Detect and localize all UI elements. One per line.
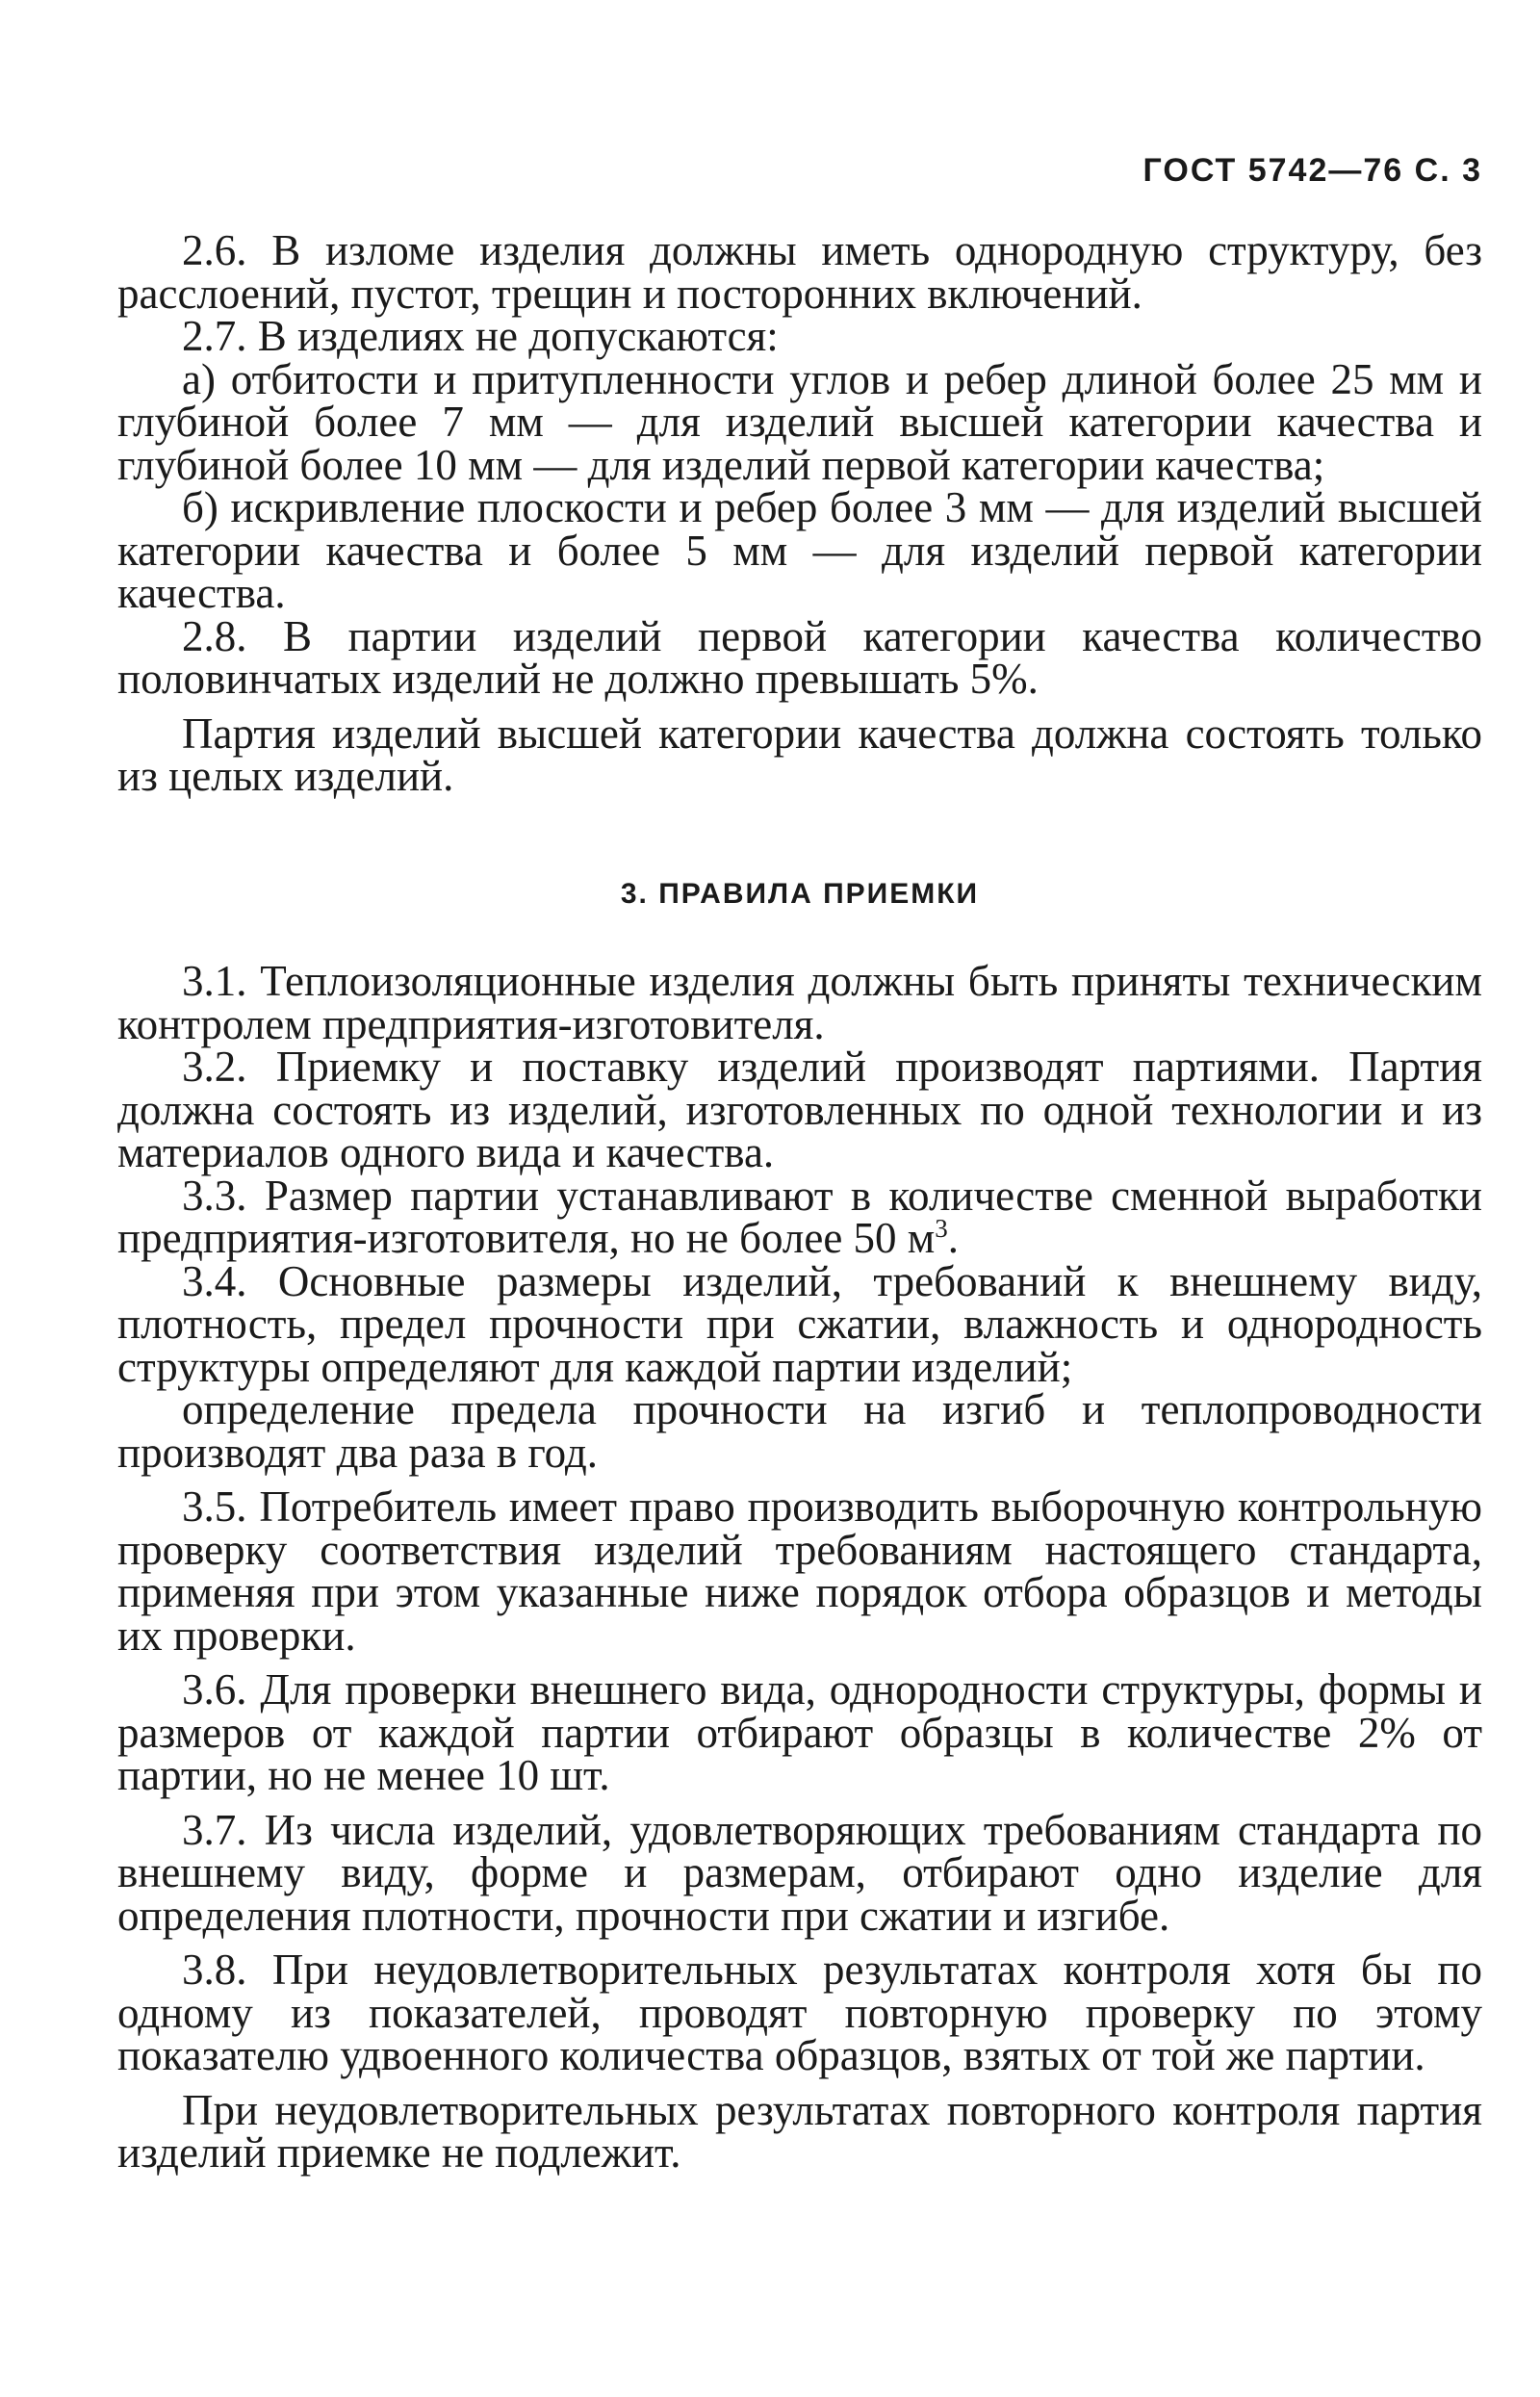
clause-3-3-superscript: 3 <box>935 1214 948 1243</box>
section-heading: 3. ПРАВИЛА ПРИЕМКИ <box>620 877 980 910</box>
clause-3-8-continuation: При неудовлетворительных результатах повторного контроля партия изделий приемке не подлежит. <box>117 2085 1482 2177</box>
clause-3-3-end: . <box>947 1214 960 1262</box>
clause-2-7-a: а) отбитости и притупленности углов и ребер длиной более 25 мм и глубиной более 7 мм — для изделий высшей категории качества и глубиной более 10 мм — для изделий первой категории качества; <box>117 354 1482 489</box>
clause-2-6: 2.6. В изломе изделия должны иметь однородную структуру, без расслоений, пустот, трещин и посторонних включений. <box>117 226 1482 318</box>
clause-2-8: 2.8. В партии изделий первой категории качества количество половинчатых изделий не должно превышать 5%. <box>117 611 1482 703</box>
clause-3-3 <box>117 1171 1482 1262</box>
clause-3-8: 3.8. При неудовлетворительных результатах контроля хотя бы по одному из показателей, проводят повторную проверку по этому показателю удвоенного количества образцов, взятых от той же партии. <box>117 1946 1482 2079</box>
clause-2-7-b: б) искривление плоскости и ребер более 3 мм — для изделий высшей категории качества и более 5 мм — для изделий первой категории качества. <box>117 483 1482 617</box>
clause-3-7: 3.7. Из числа изделий, удовлетворяющих требованиям стандарта по внешнему виду, форме и размерам, отбирают одно изделие для определения плотности, прочности при сжатии и изгибе. <box>117 1805 1482 1940</box>
clause-3-3-text: 3.3. Размер партии устанавливают в количестве сменной выработки предприятия-изготовителя, но не более 50 м <box>117 1171 1482 1262</box>
clause-3-5: 3.5. Потребитель имеет право производить выборочную контрольную проверку соответствия изделий требованиям настоящего стандарта, применяя при этом указанные ниже порядок отбора образцов и методы их проверки. <box>117 1482 1482 1660</box>
clause-3-1: 3.1. Теплоизоляционные изделия должны быть приняты техническим контролем предприятия-изготовителя. <box>117 957 1482 1048</box>
clause-2-7: 2.7. В изделиях не допускаются: <box>182 312 779 360</box>
clause-3-6: 3.6. Для проверки внешнего вида, однородности структуры, формы и размеров от каждой партии отбирают образцы в количестве 2% от партии, но не менее 10 шт. <box>117 1665 1482 1799</box>
clause-3-2: 3.2. Приемку и поставку изделий производят партиями. Партия должна состоять из изделий, изготовленных по одной технологии и из материалов одного вида и качества. <box>117 1043 1482 1176</box>
running-head: ГОСТ 5742—76 С. 3 <box>1142 152 1482 189</box>
clause-3-4: 3.4. Основные размеры изделий, требований к внешнему виду, плотность, предел прочности при сжатии, влажность и однородность структуры определяют для каждой партии изделий; <box>117 1256 1482 1391</box>
clause-2-8-continuation: Партия изделий высшей категории качества должна состоять только из целых изделий. <box>117 709 1482 800</box>
clause-3-4-continuation: определение предела прочности на изгиб и теплопроводности производят два раза в год. <box>117 1385 1482 1477</box>
document-body <box>117 226 1482 2177</box>
